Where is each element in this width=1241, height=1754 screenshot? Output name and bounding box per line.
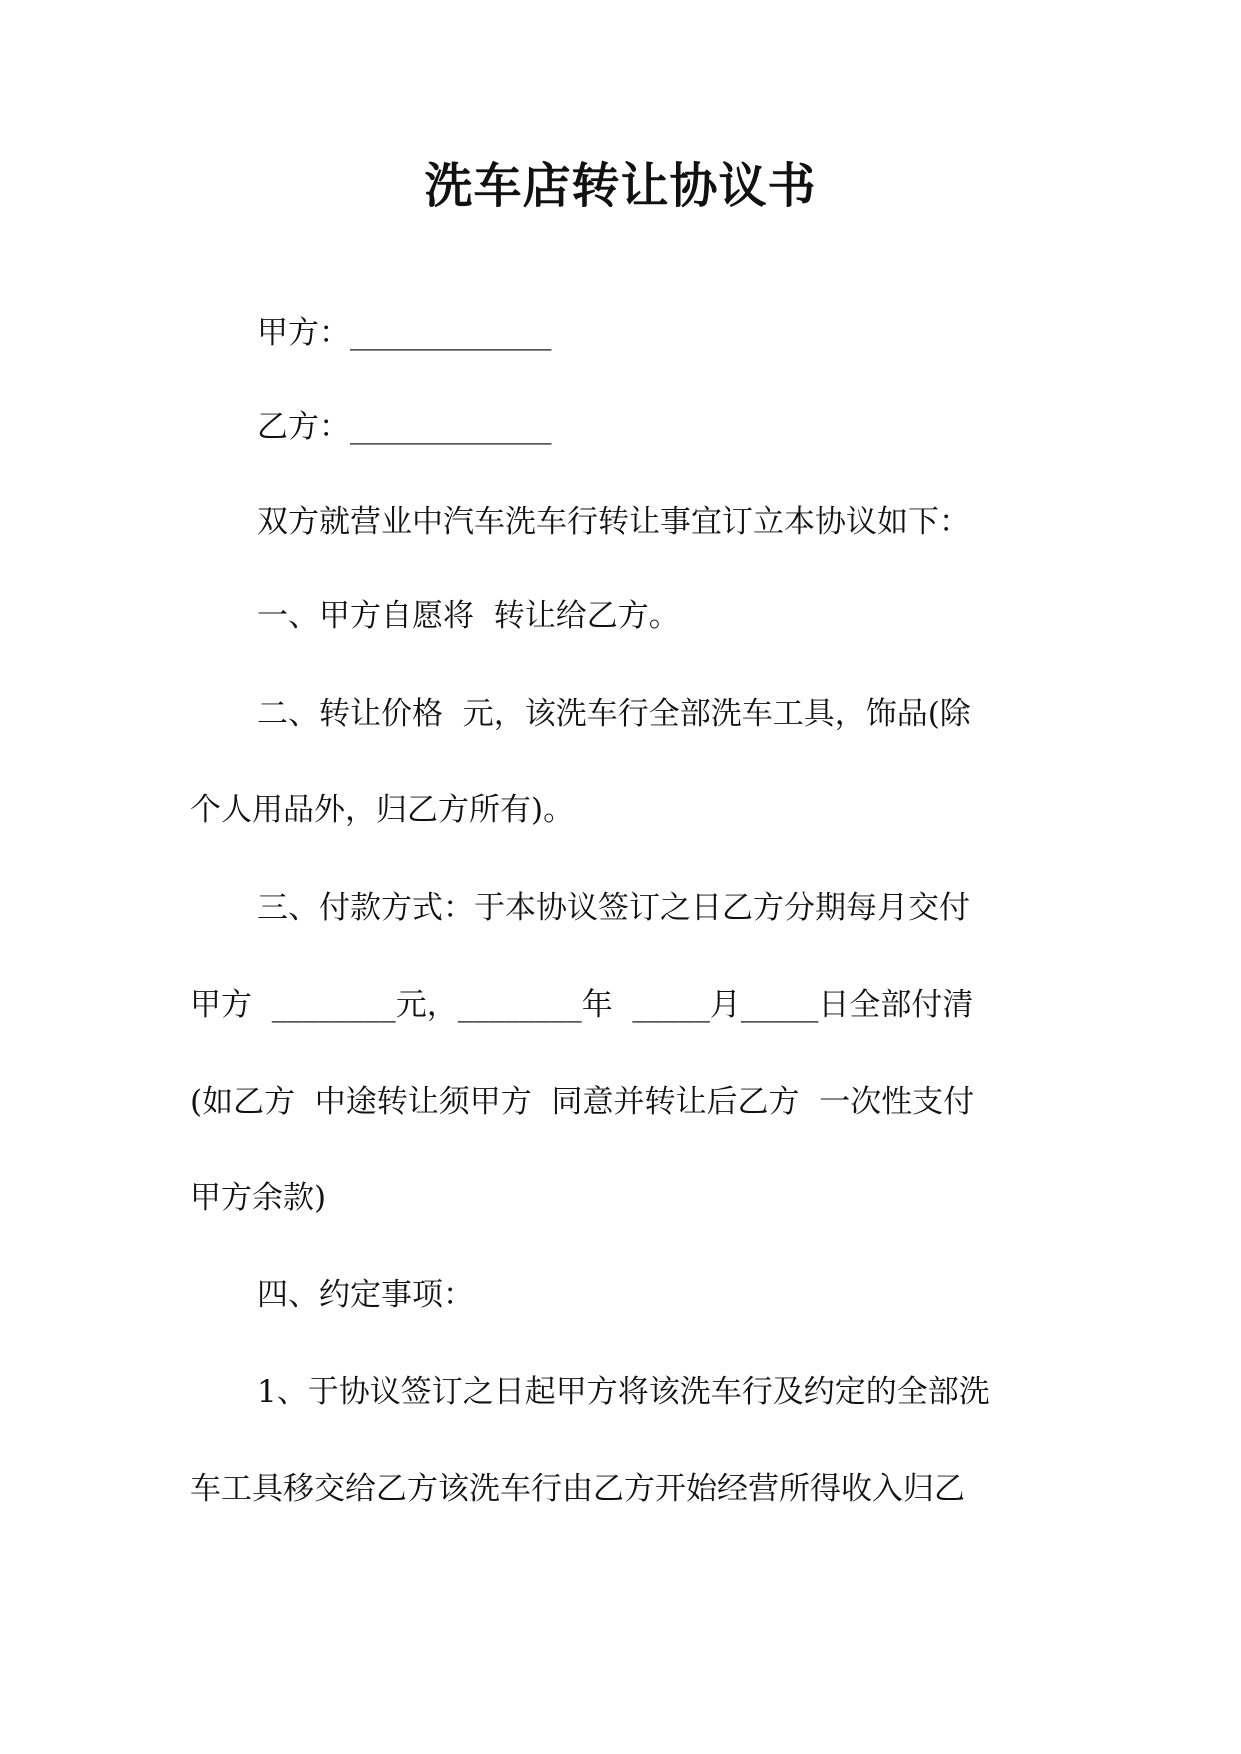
clause-3-line-4: 甲方余款): [190, 1180, 327, 1216]
party-a-line: 甲方：_____________: [257, 315, 552, 351]
clause-2-line-2: 个人用品外，归乙方所有)。: [190, 792, 575, 828]
item-1-line-1: 1、于协议签订之日起甲方将该洗车行及约定的全部洗: [257, 1374, 990, 1410]
clause-2-line-1: 二、转让价格 元，该洗车行全部洗车工具，饰品(除: [257, 696, 971, 732]
clause-4-heading: 四、约定事项：: [257, 1277, 474, 1313]
clause-3-line-1: 三、付款方式：于本协议签订之日乙方分期每月交付: [257, 890, 970, 926]
document-title: 洗车店转让协议书: [424, 158, 817, 214]
clause-3-line-3: (如乙方 中途转让须甲方 同意并转让后乙方 一次性支付: [190, 1084, 975, 1120]
intro-paragraph: 双方就营业中汽车洗车行转让事宜订立本协议如下：: [257, 504, 970, 540]
item-1-line-2: 车工具移交给乙方该洗车行由乙方开始经营所得收入归乙: [190, 1471, 965, 1507]
party-b-line: 乙方：_____________: [257, 409, 552, 445]
clause-1: 一、甲方自愿将 转让给乙方。: [257, 598, 680, 634]
clause-3-line-2: 甲方 ________元，________年 _____月_____日全部付清: [190, 987, 974, 1023]
